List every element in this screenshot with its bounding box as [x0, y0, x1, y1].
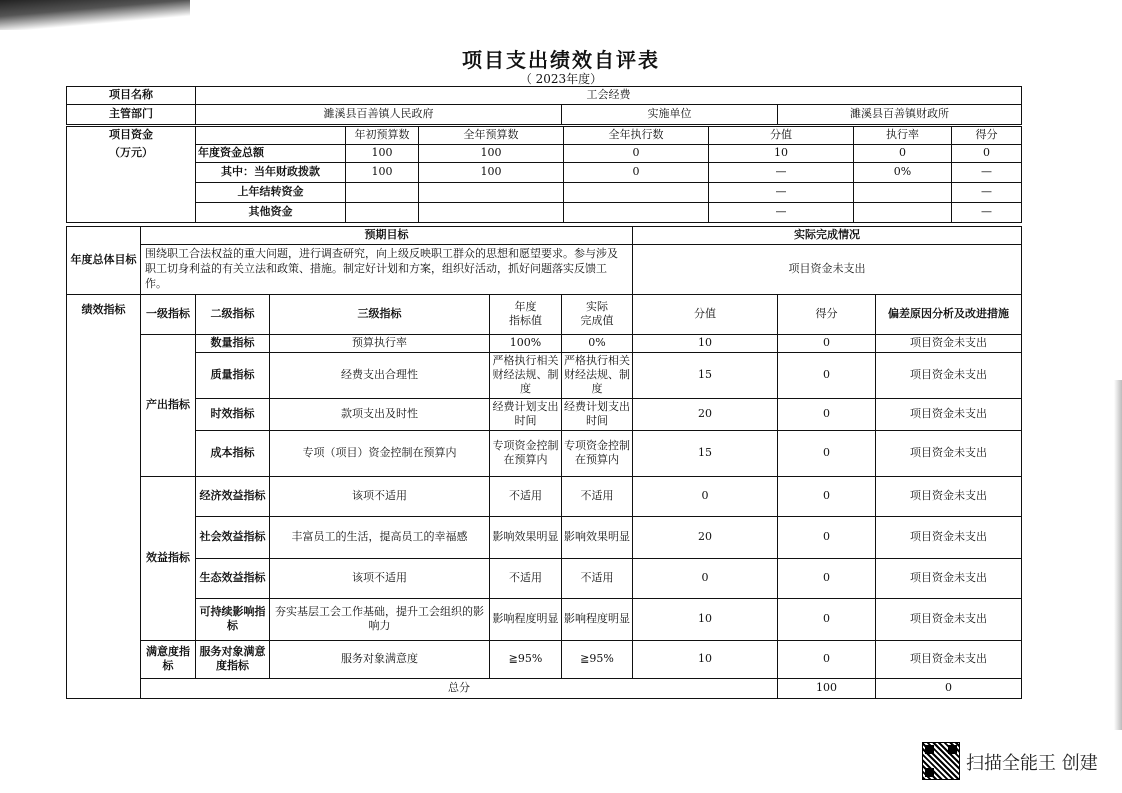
level1-output: 产出指标 [141, 334, 196, 476]
score-value-cell: 10 [633, 640, 778, 678]
report-year: （ 2023年度） [519, 72, 603, 86]
total-row [67, 678, 1022, 698]
indicator-row [67, 516, 1022, 558]
actual-cell: 专项资金控制在预算内 [562, 430, 633, 476]
reason-cell: 项目资金未支出 [876, 398, 1022, 430]
level3-cell: 该项不适用 [270, 558, 490, 598]
funds-header-row [67, 127, 1022, 145]
level3-cell: 专项（项目）资金控制在预算内 [270, 430, 490, 476]
impl-label: 实施单位 [562, 105, 778, 125]
funds-cell [419, 183, 564, 203]
indicator-row [67, 558, 1022, 598]
score-cell: 0 [778, 516, 876, 558]
level3-cell: 服务对象满意度 [270, 640, 490, 678]
level3-cell: 夯实基层工会工作基础，提升工会组织的影响力 [270, 598, 490, 640]
indicator-row [67, 352, 1022, 398]
header-score-value: 分值 [633, 294, 778, 334]
dept-row [67, 105, 1022, 125]
funds-cell [854, 203, 952, 223]
target-cell: 专项资金控制在预算内 [490, 430, 562, 476]
level3-cell: 丰富员工的生活，提高员工的幸福感 [270, 516, 490, 558]
scan-right-edge [1114, 380, 1122, 730]
indicator-row [67, 598, 1022, 640]
funds-cell: — [709, 203, 854, 223]
header-level2: 二级指标 [196, 294, 270, 334]
score-cell: 0 [778, 430, 876, 476]
impl-value: 濉溪县百善镇财政所 [778, 105, 1022, 125]
indicators-label [67, 294, 141, 698]
funds-cell [854, 183, 952, 203]
funds-cell [346, 183, 419, 203]
funds-cell: — [709, 163, 854, 183]
funds-cell: 100 [346, 163, 419, 183]
funds-cell: 0 [854, 145, 952, 163]
indicators-table [66, 226, 1022, 699]
level2-cell: 可持续影响指标 [196, 598, 270, 640]
funds-row [67, 203, 1022, 223]
score-cell: 0 [778, 558, 876, 598]
score-cell: 0 [778, 598, 876, 640]
funds-cell: 0% [854, 163, 952, 183]
header-target-line2: 指标值 [509, 314, 542, 328]
project-label: 项目名称 [67, 87, 196, 105]
score-value-cell: 0 [633, 476, 778, 516]
score-value-cell: 0 [633, 558, 778, 598]
funds-cell [564, 203, 709, 223]
header-level1: 一级指标 [141, 294, 196, 334]
target-cell: 100% [490, 334, 562, 352]
project-value: 工会经费 [196, 87, 1022, 105]
indicators-label-text: 绩效指标 [81, 302, 126, 316]
funds-cell: — [709, 183, 854, 203]
goal-expected-header: 预期目标 [141, 227, 633, 245]
level2-cell: 时效指标 [196, 398, 270, 430]
header-actual [562, 294, 633, 334]
score-value-cell: 15 [633, 352, 778, 398]
target-cell: ≧95% [490, 640, 562, 678]
header-target [490, 294, 562, 334]
reason-cell: 项目资金未支出 [876, 352, 1022, 398]
funds-header-initial: 年初预算数 [346, 127, 419, 145]
total-score-value: 100 [778, 678, 876, 698]
funds-header-empty [196, 127, 346, 145]
level2-cell: 服务对象满意度指标 [196, 640, 270, 678]
actual-cell: 经费计划支出时间 [562, 398, 633, 430]
funds-header-rate: 执行率 [854, 127, 952, 145]
level2-cell: 数量指标 [196, 334, 270, 352]
funds-cell: — [952, 163, 1022, 183]
score-value-cell: 15 [633, 430, 778, 476]
actual-cell: 影响效果明显 [562, 516, 633, 558]
actual-cell: 0% [562, 334, 633, 352]
funds-row [67, 145, 1022, 163]
level1-benefit: 效益指标 [141, 476, 196, 640]
reason-cell: 项目资金未支出 [876, 598, 1022, 640]
funds-cell: 100 [346, 145, 419, 163]
target-cell: 严格执行相关财经法规、制度 [490, 352, 562, 398]
header-score: 得分 [778, 294, 876, 334]
header-target-line1: 年度 [514, 299, 537, 313]
level1-satisfaction: 满意度指标 [141, 640, 196, 678]
funds-cell: 0 [564, 163, 709, 183]
goal-actual-header: 实际完成情况 [633, 227, 1022, 245]
funds-label: 项目资金 [109, 128, 153, 141]
funds-cell: 10 [709, 145, 854, 163]
level3-cell: 款项支出及时性 [270, 398, 490, 430]
level3-cell: 经费支出合理性 [270, 352, 490, 398]
actual-cell: 严格执行相关财经法规、制度 [562, 352, 633, 398]
score-cell: 0 [778, 352, 876, 398]
dept-value: 濉溪县百善镇人民政府 [196, 105, 562, 125]
reason-cell: 项目资金未支出 [876, 430, 1022, 476]
funds-cell: — [952, 203, 1022, 223]
indicator-row [67, 334, 1022, 352]
funds-cell: 100 [419, 163, 564, 183]
watermark-text: 扫描全能王 创建 [966, 753, 1098, 774]
funds-header-annual: 全年预算数 [419, 127, 564, 145]
actual-cell: ≧95% [562, 640, 633, 678]
project-row [67, 87, 1022, 105]
level2-cell: 社会效益指标 [196, 516, 270, 558]
funds-unit: （万元） [109, 146, 153, 160]
header-level3: 三级指标 [270, 294, 490, 334]
indicator-row [67, 640, 1022, 678]
level3-cell: 该项不适用 [270, 476, 490, 516]
header-actual-line1: 实际 [586, 299, 608, 313]
dept-label: 主管部门 [67, 105, 196, 125]
funds-row-name: 其他资金 [196, 203, 346, 223]
funds-cell: 0 [952, 145, 1022, 163]
target-cell: 影响效果明显 [490, 516, 562, 558]
score-value-cell: 10 [633, 598, 778, 640]
score-value-cell: 20 [633, 516, 778, 558]
header-actual-line2: 完成值 [580, 314, 614, 328]
funds-row-name: 年度资金总额 [196, 145, 346, 163]
total-score: 0 [876, 678, 1022, 698]
score-cell: 0 [778, 398, 876, 430]
reason-cell: 项目资金未支出 [876, 640, 1022, 678]
funds-header-score-value: 分值 [709, 127, 854, 145]
funds-cell: 0 [564, 145, 709, 163]
funds-cell [419, 203, 564, 223]
reason-cell: 项目资金未支出 [876, 334, 1022, 352]
funds-row [67, 183, 1022, 203]
funds-row-name: 其中：当年财政拨款 [196, 163, 346, 183]
funds-table [66, 126, 1022, 223]
target-cell: 不适用 [490, 476, 562, 516]
reason-cell: 项目资金未支出 [876, 558, 1022, 598]
level2-cell: 质量指标 [196, 352, 270, 398]
reason-cell: 项目资金未支出 [876, 516, 1022, 558]
goal-content-row [67, 245, 1022, 295]
target-cell: 经费计划支出时间 [490, 398, 562, 430]
actual-cell: 影响程度明显 [562, 598, 633, 640]
page-title: 项目支出绩效自评表 [462, 48, 660, 72]
level2-cell: 成本指标 [196, 430, 270, 476]
indicator-header-row [67, 294, 1022, 334]
score-value-cell: 10 [633, 334, 778, 352]
funds-header-executed: 全年执行数 [564, 127, 709, 145]
goal-actual-text: 项目资金未支出 [633, 245, 1022, 295]
actual-cell: 不适用 [562, 558, 633, 598]
funds-row-name: 上年结转资金 [196, 183, 346, 203]
funds-cell [564, 183, 709, 203]
funds-cell [346, 203, 419, 223]
funds-cell: — [952, 183, 1022, 203]
score-cell: 0 [778, 476, 876, 516]
indicator-row [67, 398, 1022, 430]
goal-label: 年度总体目标 [67, 227, 141, 295]
scanner-watermark [922, 742, 1112, 780]
header-reason: 偏差原因分析及改进措施 [876, 294, 1022, 334]
level2-cell: 经济效益指标 [196, 476, 270, 516]
scan-edge-shadow [0, 0, 190, 30]
indicator-row [67, 476, 1022, 516]
level3-cell: 预算执行率 [270, 334, 490, 352]
total-label: 总分 [141, 678, 778, 698]
actual-cell: 不适用 [562, 476, 633, 516]
qr-code-icon [922, 742, 960, 780]
reason-cell: 项目资金未支出 [876, 476, 1022, 516]
score-cell: 0 [778, 640, 876, 678]
evaluation-table [66, 86, 1022, 125]
score-cell: 0 [778, 334, 876, 352]
target-cell: 不适用 [490, 558, 562, 598]
indicator-row [67, 430, 1022, 476]
level2-cell: 生态效益指标 [196, 558, 270, 598]
funds-cell: 100 [419, 145, 564, 163]
target-cell: 影响程度明显 [490, 598, 562, 640]
goal-expected-text: 围绕职工合法权益的重大问题，进行调查研究，向上级反映职工群众的思想和愿望要求。参与涉及职工切身利益的有关立法和政策、措施。制定好计划和方案，组织好活动，抓好问题落实反馈工作。 [141, 245, 633, 295]
goal-header-row [67, 227, 1022, 245]
funds-header-score: 得分 [952, 127, 1022, 145]
funds-row [67, 163, 1022, 183]
score-value-cell: 20 [633, 398, 778, 430]
funds-label-cell [67, 127, 196, 223]
